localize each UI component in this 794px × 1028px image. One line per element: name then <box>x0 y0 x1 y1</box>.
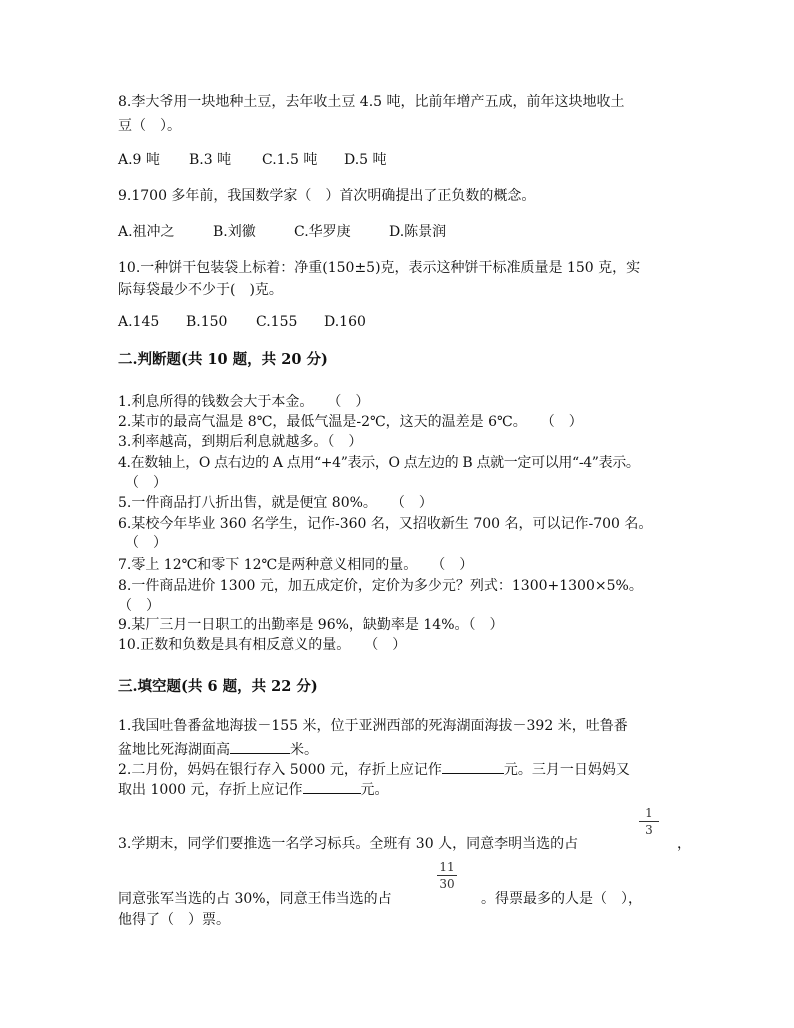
section3-title: 三.填空题(共 6 题，共 22 分) <box>118 678 318 695</box>
q8-line1: 8.李大爷用一块地种土豆，去年收土豆 4.5 吨，比前年增产五成，前年这块地收土 <box>118 94 625 110</box>
q10-line2: 际每袋最少不少于( )克。 <box>118 282 283 298</box>
fill-q3-line1: 3.学期末，同学们要推选一名学习标兵。全班有 30 人，同意李明当选的占 <box>118 836 579 852</box>
q10-option-b: B.150 <box>186 314 228 330</box>
fill-q2-text-a: 2.二月份，妈妈在银行存入 5000 元，存折上应记作 <box>118 762 442 778</box>
judge-item-2: 2.某市的最高气温是 8℃，最低气温是-2℃，这天的温差是 6℃。 （ ） <box>118 414 583 430</box>
q8-line2: 豆（ ）。 <box>118 118 181 134</box>
fill-q2-blank-1[interactable] <box>442 759 504 774</box>
fraction-one-third <box>637 806 661 837</box>
fraction-bar <box>639 821 659 822</box>
fill-q2-blank-2[interactable] <box>303 779 361 794</box>
fill-q2-line1 <box>118 759 630 780</box>
fraction-one-third-numerator: 1 <box>645 806 653 820</box>
fill-q2-text-b: 元。三月一日妈妈又 <box>503 762 630 778</box>
fill-q1-text-a: 盆地比死海湖面高 <box>118 742 230 758</box>
q10-option-a: A.145 <box>118 314 160 330</box>
q8-option-c: C.1.5 吨 <box>262 152 318 168</box>
q9-line1: 9.1700 多年前，我国数学家（ ）首次明确提出了正负数的概念。 <box>118 188 536 204</box>
judge-item-1: 1.利息所得的钱数会大于本金。 （ ） <box>118 394 370 410</box>
fraction-bar <box>437 875 457 876</box>
fraction-eleven-thirtieths-denominator: 30 <box>439 877 455 891</box>
q9-option-c: C.华罗庚 <box>294 224 351 240</box>
fill-q3-line3: 他得了（ ）票。 <box>118 912 230 928</box>
judge-item-7: 7.零上 12℃和零下 12℃是两种意义相同的量。 （ ） <box>118 557 474 573</box>
fill-q1-blank[interactable] <box>230 739 290 754</box>
judge-item-10: 10.正数和负数是具有相反意义的量。 （ ） <box>118 637 407 653</box>
q9-option-b: B.刘徽 <box>213 224 256 240</box>
judge-item-8: 8.一件商品进价 1300 元，加五成定价，定价为多少元？列式：1300+1300×5%。 <box>118 578 643 594</box>
q9-option-d: D.陈景润 <box>389 224 447 240</box>
q8-option-d: D.5 吨 <box>344 152 387 168</box>
q8-option-a: A.9 吨 <box>118 152 160 168</box>
judge-item-6-bracket: （ ） <box>118 535 167 551</box>
q10-option-d: D.160 <box>324 314 366 330</box>
section2-title: 二.判断题(共 10 题，共 20 分) <box>118 351 328 368</box>
fill-q3-line2-b: 。得票最多的人是（ ）， <box>481 891 642 907</box>
judge-item-9: 9.某厂三月一日职工的出勤率是 96%，缺勤率是 14%。（ ） <box>118 617 504 633</box>
q10-line1: 10.一种饼干包装袋上标着：净重(150±5)克，表示这种饼干标准质量是 150 克，实 <box>118 260 641 276</box>
fraction-eleven-thirtieths-numerator: 11 <box>439 860 455 874</box>
fill-q1-text-b: 米。 <box>290 742 318 758</box>
fill-q1-line1: 1.我国吐鲁番盆地海拔－155 米，位于亚洲西部的死海湖面海拔－392 米，吐鲁番 <box>118 718 628 734</box>
fill-q1-line2 <box>118 739 318 760</box>
judge-item-5: 5.一件商品打八折出售，就是便宜 80%。 （ ） <box>118 495 433 511</box>
judge-item-8-bracket: （ ） <box>118 598 160 614</box>
fraction-one-third-denominator: 3 <box>645 823 653 837</box>
judge-item-4: 4.在数轴上，O 点右边的 A 点用“+4”表示，O 点左边的 B 点就一定可以用“-4”表示。 <box>118 455 640 471</box>
fill-q2-text-d: 元。 <box>360 782 389 798</box>
q9-option-a: A.祖冲之 <box>118 224 175 240</box>
q8-option-b: B.3 吨 <box>189 152 232 168</box>
fraction-eleven-thirtieths <box>435 860 459 891</box>
judge-item-4-bracket: （ ） <box>118 475 167 491</box>
fill-q3-comma: ， <box>677 836 691 852</box>
fill-q2-text-c: 取出 1000 元，存折上应记作 <box>118 782 303 798</box>
fill-q3-line2-a: 同意张军当选的占 30%，同意王伟当选的占 <box>118 891 392 907</box>
judge-item-6: 6.某校今年毕业 360 名学生，记作-360 名，又招收新生 700 名，可以记作-700 名。 <box>118 516 653 532</box>
q10-option-c: C.155 <box>256 314 298 330</box>
fill-q2-line2 <box>118 779 389 800</box>
judge-item-3: 3.利率越高，到期后利息就越多。（ ） <box>118 434 363 450</box>
